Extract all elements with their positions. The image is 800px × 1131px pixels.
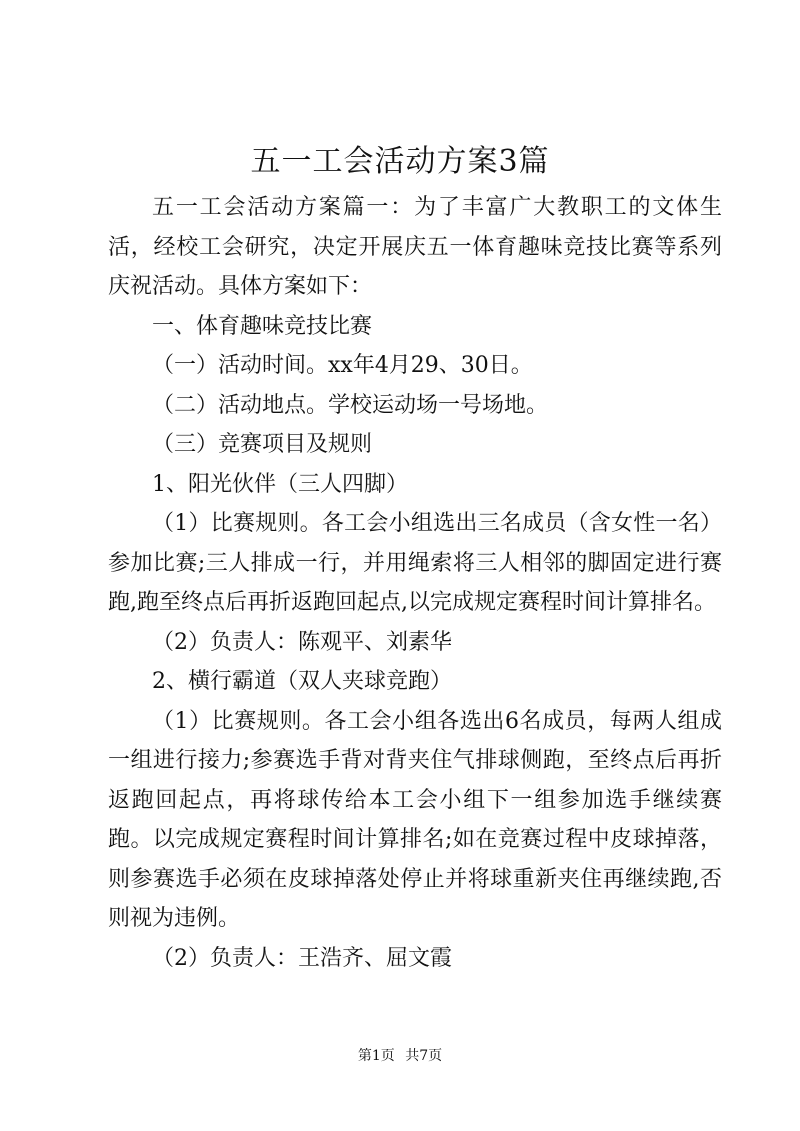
paragraph-activity-time: （一）活动时间。xx年4月29、30日。 xyxy=(152,353,533,378)
paragraph-three-legged-organizers: （2）负责人：陈观平、刘素华 xyxy=(152,629,452,655)
event-heading-three-legged: 1、阳光伙伴（三人四脚） xyxy=(152,471,408,497)
paragraph-activity-location: （二）活动地点。学校运动场一号场地。 xyxy=(152,392,549,418)
page-footer xyxy=(0,1046,800,1066)
paragraph-three-legged-rules: （1）比赛规则。各工会小组选出三名成员（含女性一名）参加比赛;三人排成一行，并用绳索将三人相邻的脚固定进行赛跑,跑至终点后再折返跑回起点,以完成规定赛程时间计算排名。 xyxy=(108,511,722,615)
paragraph-ball-relay-organizers: （2）负责人：王浩齐、屈文霞 xyxy=(152,945,452,971)
event-heading-ball-relay: 2、横行霸道（双人夹球竞跑） xyxy=(152,669,452,694)
paragraph-events-and-rules: （三）竞赛项目及规则 xyxy=(152,432,373,457)
page-number: 第1页 xyxy=(357,1048,395,1064)
paragraph-ball-relay-rules: （1）比赛规则。各工会小组各选出6名成员，每两人组成一组进行接力;参赛选手背对背夹住气排球侧跑，至终点后再折返跑回起点，再将球传给本工会小组下一组参加选手继续赛跑。以完成规定赛程时间计算排名;如在竞赛过程中皮球掉落，则参赛选手必须在皮球掉落处停止并将球重新夹住再继续跑,否则视为违例。 xyxy=(108,708,722,931)
document-body xyxy=(108,188,722,978)
section-heading-sports-competition: 一、体育趣味竞技比赛 xyxy=(152,313,373,339)
page-total: 共7页 xyxy=(405,1048,443,1064)
paragraph-intro: 五一工会活动方案篇一：为了丰富广大教职工的文体生活，经校工会研究，决定开展庆五一体育趣味竞技比赛等系列庆祝活动。具体方案如下： xyxy=(108,195,722,299)
document-title: 五一工会活动方案3篇 xyxy=(250,144,550,179)
